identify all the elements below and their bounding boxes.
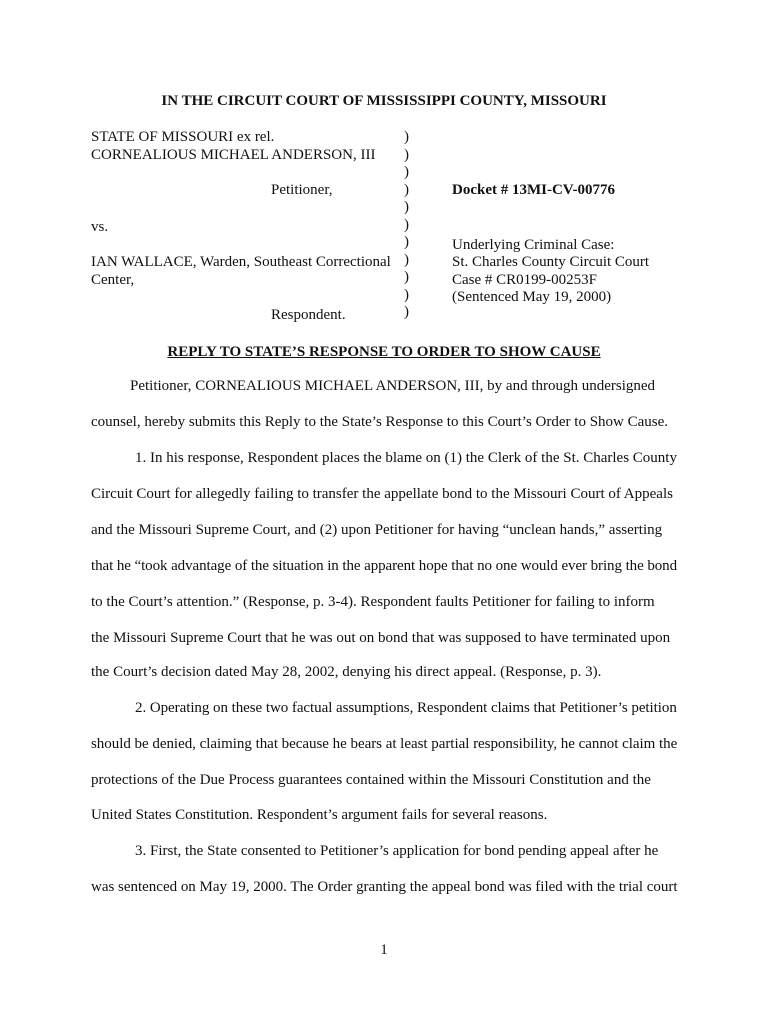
body-line: protections of the Due Process guarantees contained within the Missouri Constitution and the: [91, 772, 651, 788]
caption-paren: ): [404, 216, 409, 233]
body-line: that he “took advantage of the situation in the apparent hope that no one would ever bring the bond: [91, 558, 677, 574]
body-line: counsel, hereby submits this Reply to the State’s Response to this Court’s Order to Show Cause.: [91, 414, 669, 430]
versus-label: vs.: [91, 219, 109, 235]
body-line: the Court’s decision dated May 28, 2002, denying his direct appeal. (Response, p. 3).: [91, 664, 602, 680]
body-line: should be denied, claiming that because he bears at least partial responsibility, he cannot claim the: [91, 736, 678, 752]
caption-paren: ): [404, 304, 409, 320]
caption-paren: ): [404, 181, 409, 198]
caption-paren: ): [404, 146, 409, 163]
body-line: Petitioner, CORNEALIOUS MICHAEL ANDERSON, III, by and through undersigned: [130, 378, 656, 394]
body-line: to the Court’s attention.” (Response, p. 3-4). Respondent faults Petitioner for failing to inform: [91, 594, 655, 610]
caption-paren: ): [404, 234, 409, 250]
petitioner-role: Petitioner,: [271, 181, 333, 198]
underlying-case-number: Case # CR0199-00253F: [452, 271, 598, 288]
caption-paren: ): [404, 164, 409, 180]
underlying-court: St. Charles County Circuit Court: [452, 254, 650, 270]
body-line: Circuit Court for allegedly failing to transfer the appellate bond to the Missouri Court of Appeals: [91, 486, 673, 502]
body-line: the Missouri Supreme Court that he was out on bond that was supposed to have terminated upon: [91, 630, 671, 646]
respondent-line-1: IAN WALLACE, Warden, Southeast Correctional: [91, 254, 391, 270]
caption-paren: ): [404, 129, 409, 145]
petitioner-line-1: STATE OF MISSOURI ex rel.: [91, 129, 275, 145]
caption-paren: ): [404, 269, 409, 285]
body-line: United States Constitution. Respondent’s argument fails for several reasons.: [91, 807, 548, 823]
respondent-role: Respondent.: [271, 306, 346, 323]
body-line: 3. First, the State consented to Petitioner’s application for bond pending appeal after he: [135, 843, 659, 859]
page-number: 1: [380, 942, 388, 958]
caption-paren: ): [404, 251, 409, 268]
body-line: was sentenced on May 19, 2000. The Order granting the appeal bond was filed with the trial court: [91, 879, 678, 895]
court-title: IN THE CIRCUIT COURT OF MISSISSIPPI COUNTY, MISSOURI: [161, 93, 607, 109]
respondent-line-2: Center,: [91, 271, 135, 288]
sentencing-date: (Sentenced May 19, 2000): [452, 289, 612, 305]
petitioner-line-2: CORNEALIOUS MICHAEL ANDERSON, III: [91, 146, 376, 163]
body-line: and the Missouri Supreme Court, and (2) upon Petitioner for having “unclean hands,” asserting: [91, 522, 663, 538]
caption-paren: ): [404, 286, 409, 303]
caption-paren: ): [404, 199, 409, 215]
underlying-case-label: Underlying Criminal Case:: [452, 236, 615, 253]
document-heading: REPLY TO STATE’S RESPONSE TO ORDER TO SHOW CAUSE: [167, 344, 601, 360]
caption-divider: [404, 129, 409, 322]
body-line: 2. Operating on these two factual assumptions, Respondent claims that Petitioner’s petition: [135, 700, 677, 716]
docket-number: Docket # 13MI-CV-00776: [452, 181, 616, 198]
body-line: 1. In his response, Respondent places the blame on (1) the Clerk of the St. Charles County: [135, 450, 677, 466]
